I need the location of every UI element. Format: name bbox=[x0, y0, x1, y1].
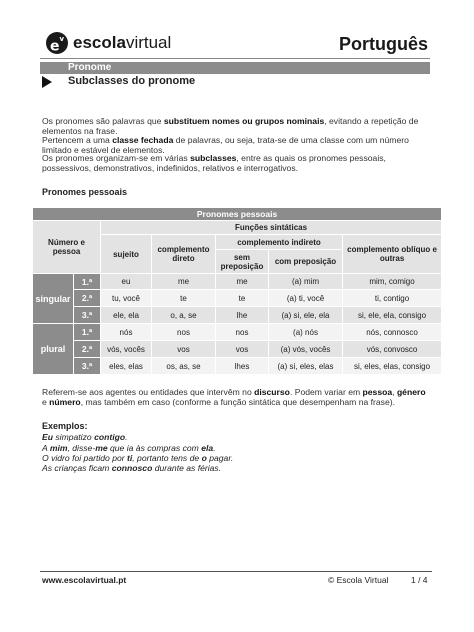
table-cell: (a) si, ele, ela bbox=[269, 307, 343, 324]
example-2: A mim, disse-me que ia às compras com ela. bbox=[42, 443, 216, 453]
intro-paragraph-1: Os pronomes são palavras que substituem nomes ou grupos nominais, evitando a repetição de elementos na frase. bbox=[42, 116, 419, 136]
table-cell: (a) mim bbox=[269, 274, 343, 290]
page-header bbox=[40, 30, 430, 60]
table-cell: ti, contigo bbox=[343, 290, 442, 307]
col-header-numero: Número e pessoa bbox=[33, 221, 101, 274]
table-cell: lhe bbox=[216, 307, 269, 324]
table-cell: eles, elas bbox=[101, 358, 152, 375]
table-cell: (a) ti, você bbox=[269, 290, 343, 307]
footer-url-link[interactable]: www.escolavirtual.pt bbox=[42, 575, 127, 585]
col-header-indireto: complemento indireto bbox=[216, 235, 343, 250]
person-cell: 1.ª bbox=[74, 324, 101, 341]
section-title: Pronome bbox=[68, 62, 112, 73]
col-header-sujeito: sujeito bbox=[101, 235, 152, 274]
row-header-plural: plural bbox=[33, 324, 74, 375]
col-header-com: com preposição bbox=[269, 250, 343, 274]
person-cell: 3.ª bbox=[74, 358, 101, 375]
page-number: 1 / 4 bbox=[411, 575, 428, 585]
table-cell: tu, você bbox=[101, 290, 152, 307]
footer-copyright: © Escola Virtual bbox=[328, 575, 389, 585]
col-header-sem: sem preposição bbox=[216, 250, 269, 274]
logo-mark-letter: e bbox=[49, 38, 60, 55]
table-cell: me bbox=[216, 274, 269, 290]
table-cell: os, as, se bbox=[152, 358, 216, 375]
person-cell: 1.ª bbox=[74, 274, 101, 290]
col-header-funcoes: Funções sintáticas bbox=[101, 221, 442, 235]
table-cell: si, ele, ela, consigo bbox=[343, 307, 442, 324]
table-cell: vos bbox=[216, 341, 269, 358]
logo-text-light: virtual bbox=[125, 33, 172, 52]
table-cell: vós, vocês bbox=[101, 341, 152, 358]
table-cell: (a) si, eles, elas bbox=[269, 358, 343, 375]
table-cell: nos bbox=[216, 324, 269, 341]
logo-text bbox=[73, 33, 171, 53]
example-4: As crianças ficam connosco durante as férias. bbox=[42, 463, 222, 473]
logo-mark-sup: v bbox=[59, 35, 65, 43]
examples-label: Exemplos: bbox=[42, 421, 88, 431]
table-cell: nós, connosco bbox=[343, 324, 442, 341]
table-cell: te bbox=[152, 290, 216, 307]
table-cell: mim, comigo bbox=[343, 274, 442, 290]
table-cell: o, a, se bbox=[152, 307, 216, 324]
table-cell: nos bbox=[152, 324, 216, 341]
row-header-singular: singular bbox=[33, 274, 74, 324]
col-header-direto: complemento direto bbox=[152, 235, 216, 274]
personal-pronouns-table bbox=[32, 207, 442, 375]
person-cell: 2.ª bbox=[74, 290, 101, 307]
refer-paragraph: Referem-se aos agentes ou entidades que intervêm no discurso. Podem variar em pessoa, género e número, mas também em caso (conforme a função sintática que desempenham na frase). bbox=[42, 387, 426, 407]
table-cell: eu bbox=[101, 274, 152, 290]
example-3: O vidro foi partido por ti, portanto tens de o pagar. bbox=[42, 453, 234, 463]
footer-divider bbox=[40, 571, 432, 572]
table-cell: te bbox=[216, 290, 269, 307]
header-divider bbox=[40, 58, 430, 59]
person-cell: 2.ª bbox=[74, 341, 101, 358]
table-cell: lhes bbox=[216, 358, 269, 375]
subheading-text: Subclasses do pronome bbox=[68, 75, 196, 87]
col-header-obliquo: complemento oblíquo e outras bbox=[343, 235, 442, 274]
subject-title: Português bbox=[338, 34, 428, 54]
table-cell: vos bbox=[152, 341, 216, 358]
table-cell: si, eles, elas, consigo bbox=[343, 358, 442, 375]
table-cell: me bbox=[152, 274, 216, 290]
logo-text-bold: escola bbox=[73, 33, 126, 52]
table-cell: nós bbox=[101, 324, 152, 341]
intro-paragraph-2: Pertencem a uma classe fechada de palavras, ou seja, trata-se de uma classe com um número limitado e estável de elementos. bbox=[42, 135, 409, 155]
table-cell: ele, ela bbox=[101, 307, 152, 324]
table-cell: (a) vós, vocês bbox=[269, 341, 343, 358]
play-arrow-icon bbox=[42, 76, 52, 88]
section-bar bbox=[40, 62, 430, 74]
table-cell: (a) nós bbox=[269, 324, 343, 341]
intro-paragraph-3: Os pronomes organizam-se em várias subclasses, entre as quais os pronomes pessoais, possessivos, demonstrativos, indefinidos, relativos e interrogativos. bbox=[42, 153, 386, 173]
pessoais-heading: Pronomes pessoais bbox=[42, 187, 128, 197]
escola-virtual-logo-icon bbox=[46, 32, 68, 54]
example-1: Eu simpatizo contigo. bbox=[42, 432, 128, 442]
table-cell: vós, convosco bbox=[343, 341, 442, 358]
person-cell: 3.ª bbox=[74, 307, 101, 324]
table-title: Pronomes pessoais bbox=[33, 208, 442, 221]
